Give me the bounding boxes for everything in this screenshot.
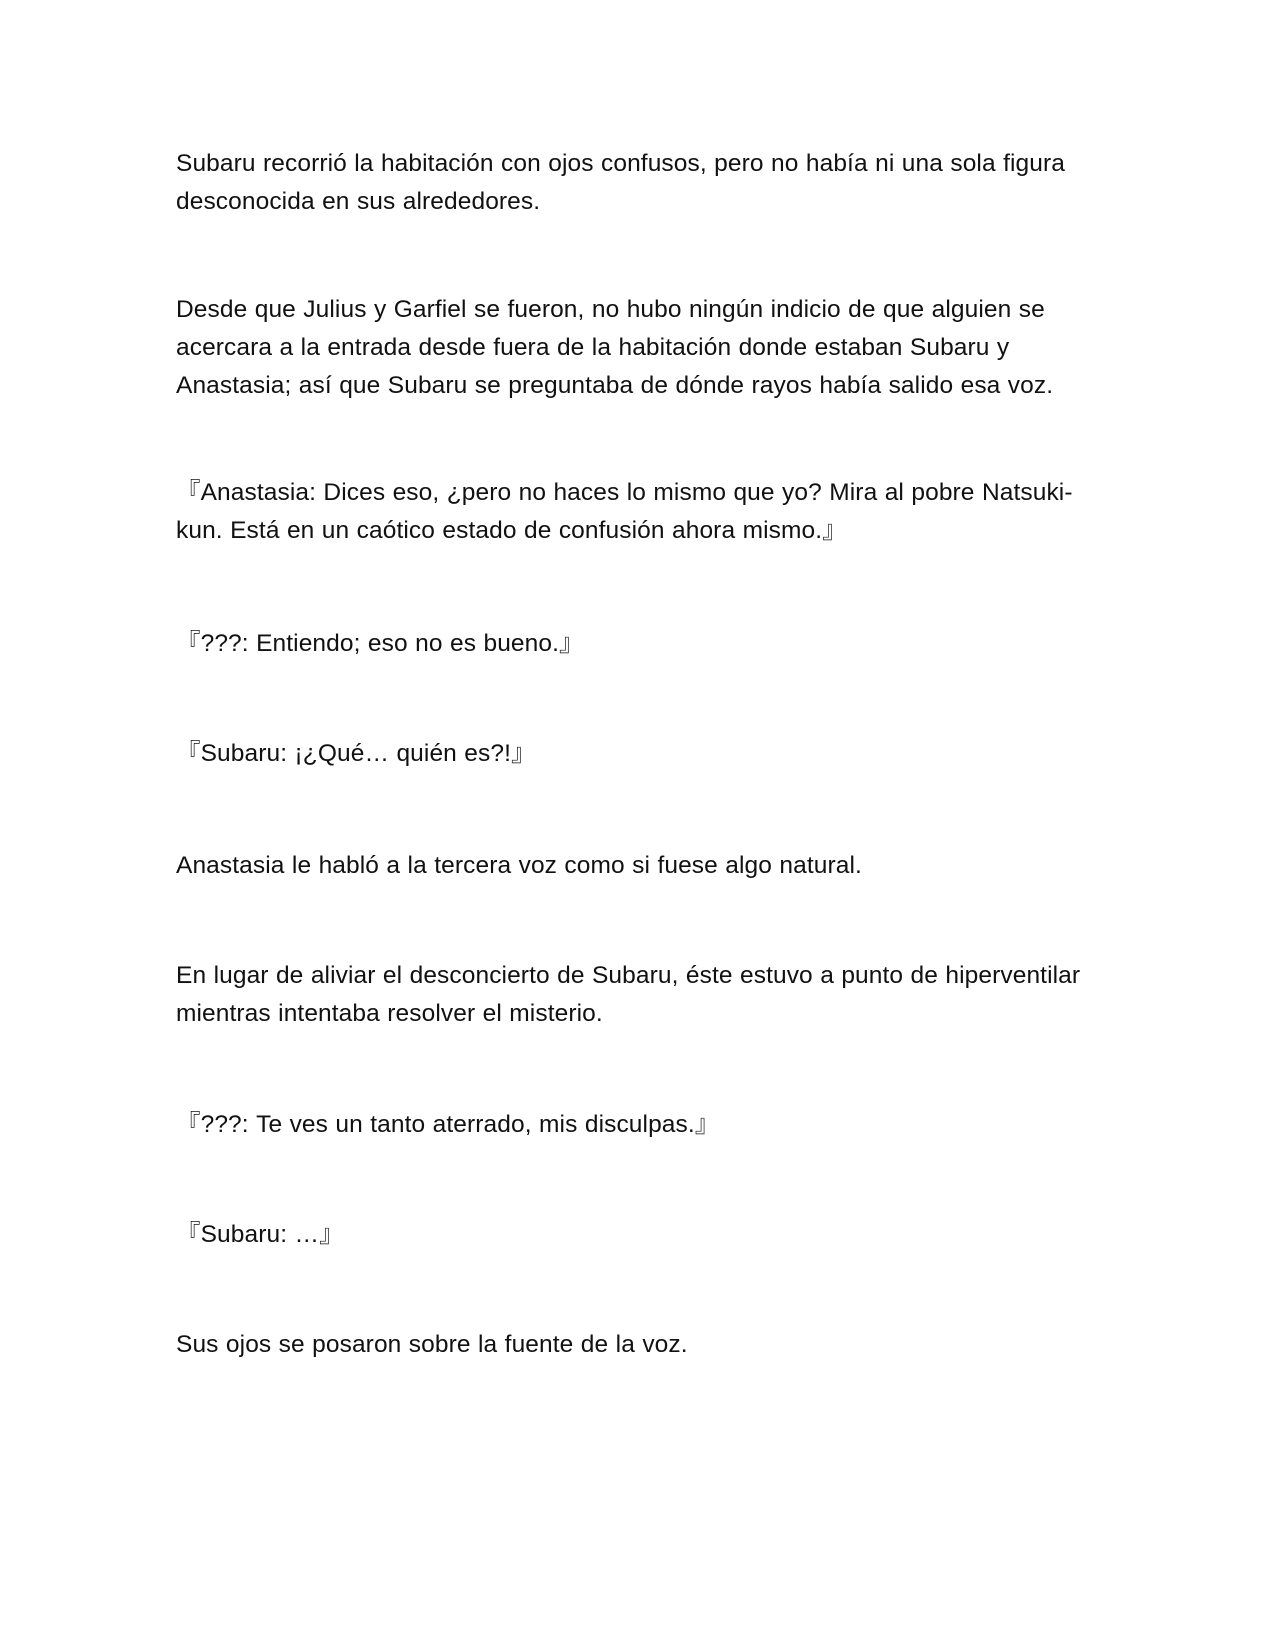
dialogue-line-2: 『???: Entiendo; eso no es bueno.』 [176, 630, 584, 657]
dialogue-line-5: 『Subaru: …』 [176, 1221, 344, 1248]
paragraph-4: En lugar de aliviar el desconcierto de Subaru, éste estuvo a punto de hiperventilar mientras intentaba resolver el misterio. [176, 962, 1081, 1027]
dialogue-line-4: 『???: Te ves un tanto aterrado, mis disculpas.』 [176, 1111, 720, 1138]
paragraph-1: Subaru recorrió la habitación con ojos confusos, pero no había ni una sola figura desconocida en sus alrededores. [176, 150, 1065, 215]
paragraph-3: Anastasia le habló a la tercera voz como si fuese algo natural. [176, 852, 862, 879]
paragraph-2: Desde que Julius y Garfiel se fueron, no hubo ningún indicio de que alguien se acercara a la entrada desde fuera de la habitación donde estaban Subaru y Anastasia; así que Subaru se preguntaba de dónde rayos había salido esa voz. [176, 296, 1054, 399]
paragraph-5: Sus ojos se posaron sobre la fuente de la voz. [176, 1331, 688, 1358]
dialogue-line-1: 『Anastasia: Dices eso, ¿pero no haces lo mismo que yo? Mira al pobre Natsuki-kun. Está en un caótico estado de confusión ahora mismo.』 [176, 479, 1073, 544]
dialogue-line-3: 『Subaru: ¡¿Qué… quién es?!』 [176, 740, 536, 767]
